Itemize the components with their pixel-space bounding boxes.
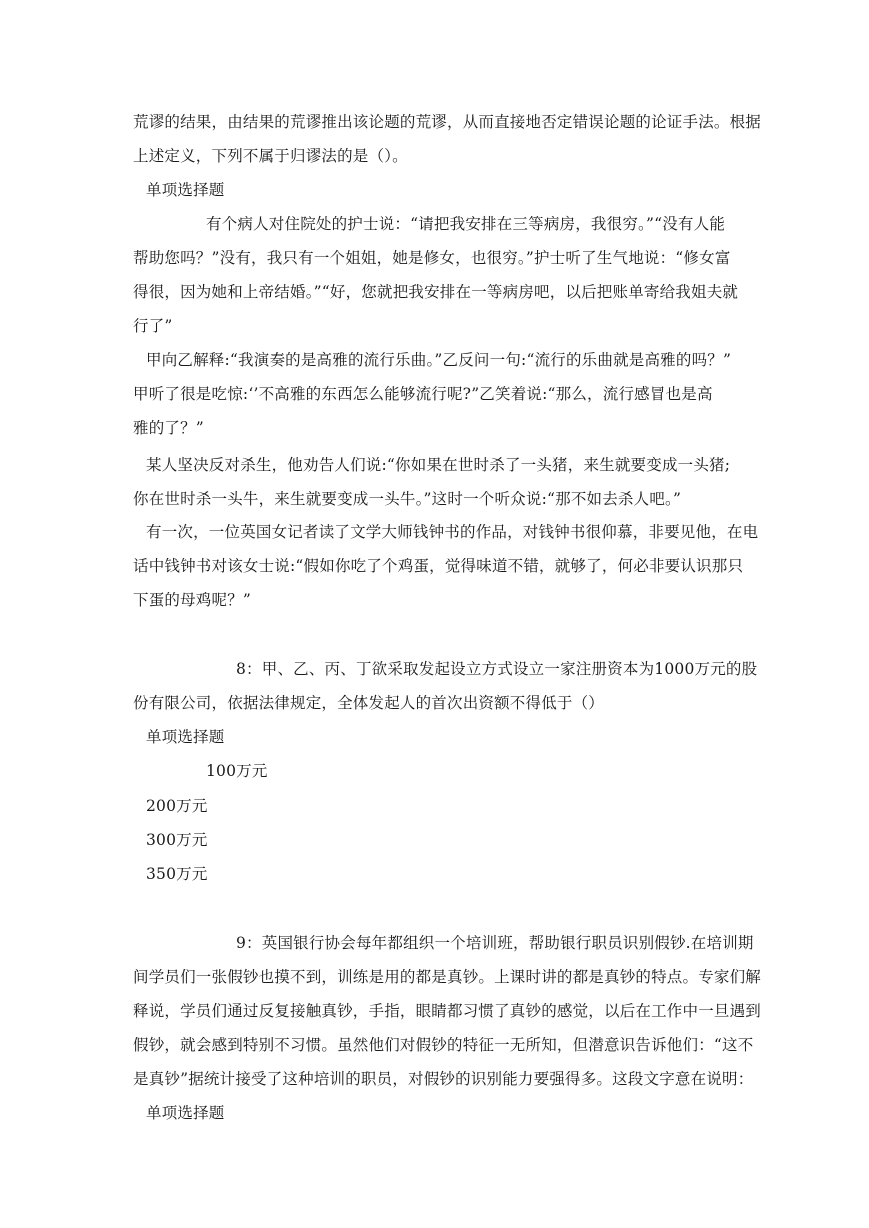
q7-stem-line: 上述定义，下列不属于归谬法的是（）。 [133,147,408,165]
q7-option-d-line: 话中钱钟书对该女士说:“假如你吃了个鸡蛋，觉得味道不错，就够了，何必非要认识那只 [133,557,744,575]
q9-stem-line: 间学员们一张假钞也摸不到，训练是用的都是真钞。上课时讲的都是真钞的特点。专家们解 [133,968,762,986]
q7-option-a-line: 帮助您吗？”没有，我只有一个姐姐，她是修女，也很穷。”护士听了生气地说：“修女富 [133,249,731,267]
q9-stem-line: 释说，学员们通过反复接触真钞，手指，眼睛都习惯了真钞的感觉，以后在工作中一旦遇到 [133,1002,762,1020]
q8-option: 350万元 [146,865,208,883]
q8-stem-line: 8：甲、乙、丙、丁欲采取发起设立方式设立一家注册资本为1000万元的股 [236,660,758,678]
q7-option-b-line: 雅的了？” [133,419,204,437]
q7-option-c-line: 你在世时杀一头牛，来生就要变成一头牛。”这时一个听众说:“那不如去杀人吧。” [133,490,682,508]
q9-question-type: 单项选择题 [146,1104,225,1122]
q7-question-type: 单项选择题 [146,181,225,199]
q9-stem-line: 是真钞”据统计接受了这种培训的职员，对假钞的识别能力要强得多。这段文字意在说明： [133,1070,754,1088]
q7-option-a-line: 得很，因为她和上帝结婚。”“好，您就把我安排在一等病房吧，以后把账单寄给我姐夫就 [133,283,739,301]
q8-stem-line: 份有限公司，依据法律规定，全体发起人的首次出资额不得低于（） [133,694,605,712]
q8-option: 300万元 [146,831,208,849]
q8-option: 100万元 [206,762,268,780]
q8-question-type: 单项选择题 [146,728,225,746]
q7-stem-line: 荒谬的结果，由结果的荒谬推出该论题的荒谬，从而直接地否定错误论题的论证手法。根据 [133,113,762,131]
q7-option-c-line: 某人坚决反对杀生，他劝告人们说:“你如果在世时杀了一头猪，来生就要变成一头猪; [146,456,731,474]
q7-option-d-line: 下蛋的母鸡呢？” [133,591,252,609]
q7-option-b-line: 甲向乙解释:“我演奏的是高雅的流行乐曲。”乙反问一句:“流行的乐曲就是高雅的吗？” [146,351,732,369]
q7-option-a-line: 行了” [133,317,173,335]
q7-option-a-line: 有个病人对住院处的护士说：“请把我安排在三等病房，我很穷。”“没有人能 [206,215,726,233]
q7-option-d-line: 有一次，一位英国女记者读了文学大师钱钟书的作品，对钱钟书很仰慕，非要见他，在电 [146,523,759,541]
q9-stem-line: 9：英国银行协会每年都组织一个培训班，帮助银行职员识别假钞.在培训期 [236,934,754,952]
q7-option-b-line: 甲听了很是吃惊:‘’不高雅的东西怎么能够流行呢?”乙笑着说:“那么，流行感冒也是高 [133,385,713,403]
q8-option: 200万元 [146,797,208,815]
q9-stem-line: 假钞，就会感到特别不习惯。虽然他们对假钞的特征一无所知，但潜意识告诉他们：“这不 [133,1036,754,1054]
